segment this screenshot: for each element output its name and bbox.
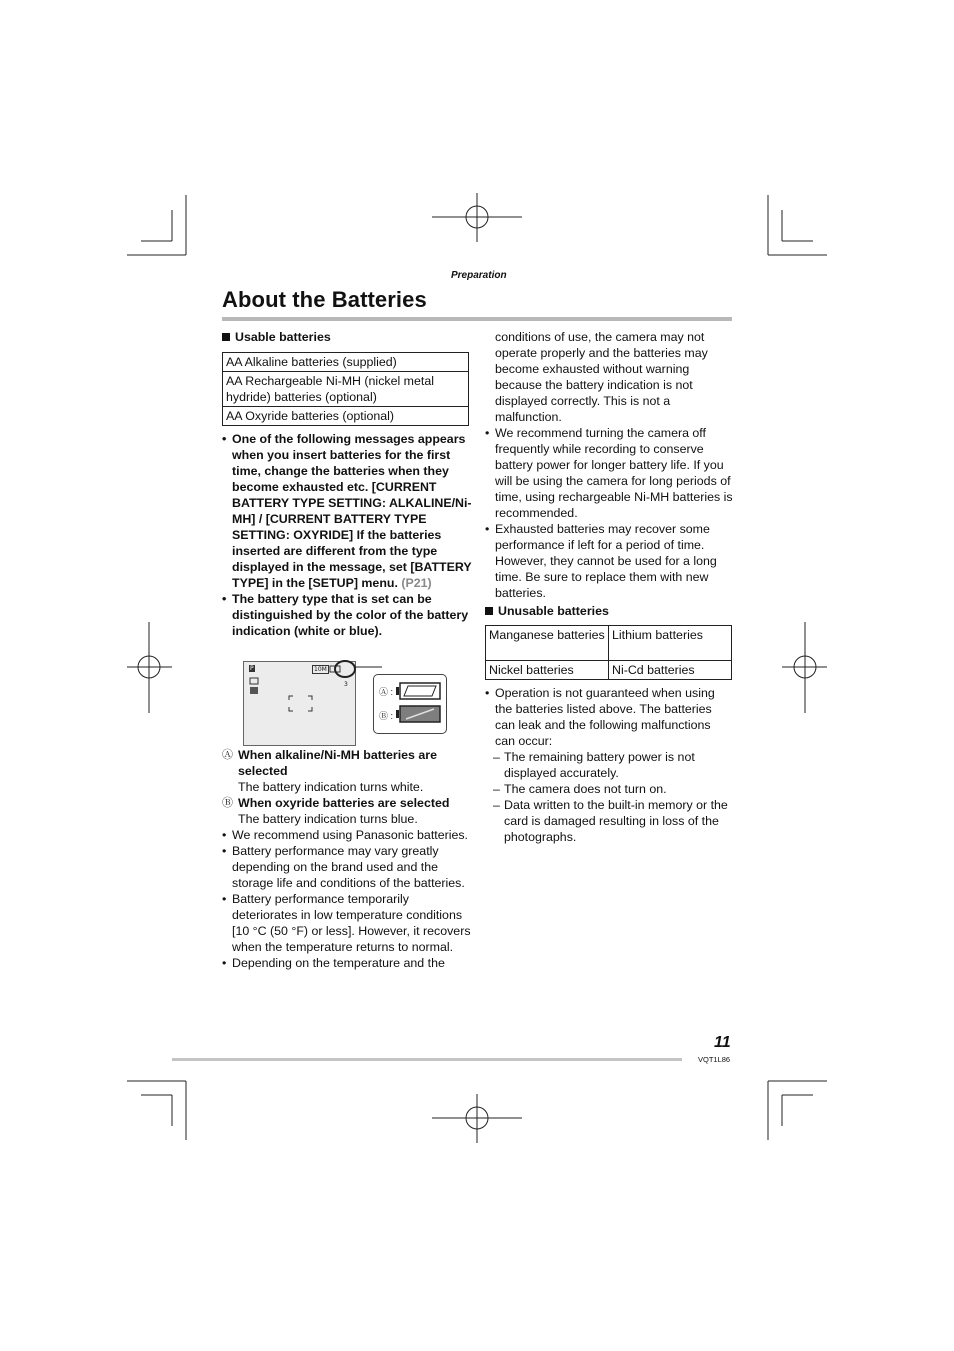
page-number: 11: [714, 1034, 731, 1051]
title-rule: [222, 317, 732, 321]
label-b: Ⓑ :: [379, 711, 394, 721]
right-column: [485, 329, 733, 845]
list-item: • The battery type that is set can be distinguished by the color of the battery indication (white or blue).: [222, 591, 472, 639]
indication-b-title: Ⓑ When oxyride batteries are selected: [222, 796, 450, 810]
issue-item: – Data written to the built-in memory or the card is damaged resulting in loss of the photographs.: [485, 797, 733, 845]
shot-count: 3: [344, 681, 348, 688]
issue-item: – The camera does not turn on.: [485, 781, 733, 797]
table-cell: AA Rechargeable Ni-MH (nickel metal hydride) batteries (optional): [223, 372, 469, 407]
resolution-indicator: 10M: [314, 666, 327, 673]
battery-indication-callout: [373, 674, 447, 734]
table-cell: AA Alkaline batteries (supplied): [223, 353, 469, 372]
table-cell: AA Oxyride batteries (optional): [223, 407, 469, 426]
indication-b-desc: The battery indication turns blue.: [238, 812, 418, 826]
square-bullet-icon: [222, 333, 230, 341]
table-cell: Ni-Cd batteries: [609, 661, 732, 680]
list-item: • We recommend using Panasonic batteries.: [222, 827, 472, 843]
usable-table: [222, 352, 469, 426]
document-code: VQT1L86: [698, 1055, 731, 1064]
square-bullet-icon: [485, 607, 493, 615]
table-row: [486, 626, 732, 661]
label-a: Ⓐ :: [379, 687, 394, 697]
table-row: [223, 372, 469, 407]
left-column: [222, 329, 472, 639]
mode-icon: P: [250, 665, 254, 672]
list-item: • Exhausted batteries may recover some performance if left for a period of time. However, they cannot be used for a long time. Be sure to replace them with new batteries.: [485, 521, 733, 601]
page-reference-link[interactable]: (P21): [401, 576, 432, 590]
list-item: • Depending on the temperature and the: [222, 955, 472, 971]
footer-rule: [172, 1058, 682, 1061]
list-item: • One of the following messages appears when you insert batteries for the first time, change the batteries when they become exhausted etc. [CURRENT BATTERY TYPE SETTING: ALKALINE/Ni-MH] / [CURRENT BATTERY TYPE SETTING: OXYRIDE] If the batteries inserted are different from the type displayed in the message, set [BATTERY TYPE] in the [SETUP] menu. (P21): [222, 431, 472, 591]
page-title: About the Batteries: [222, 287, 427, 312]
indication-a-title: Ⓐ When alkaline/Ni-MH batteries are selected: [222, 748, 437, 778]
battery-white-icon: [396, 682, 442, 700]
battery-blue-icon: [396, 705, 442, 723]
left-column-lower: [222, 747, 472, 971]
table-row: [223, 353, 469, 372]
table-cell: Manganese batteries: [486, 626, 609, 661]
usable-heading: Usable batteries: [222, 329, 472, 345]
section-label: Preparation: [451, 270, 507, 281]
unusable-table: [485, 625, 732, 680]
table-row: [223, 407, 469, 426]
table-row: [486, 661, 732, 680]
list-item: • Battery performance may vary greatly depending on the brand used and the storage life and conditions of the batteries.: [222, 843, 472, 891]
issue-item: – The remaining battery power is not displayed accurately.: [485, 749, 733, 781]
list-item: • Battery performance temporarily deteriorates in low temperature conditions [10 °C (50 °F) or less]. However, it recovers when the temperature returns to normal.: [222, 891, 472, 955]
indication-a-desc: The battery indication turns white.: [238, 780, 424, 794]
table-cell: Lithium batteries: [609, 626, 732, 661]
unusable-heading: Unusable batteries: [485, 603, 733, 619]
continued-text: conditions of use, the camera may not operate properly and the batteries may become exhausted without warning because the battery indication is not displayed correctly. This is not a malfunction.: [495, 330, 708, 424]
list-item: • We recommend turning the camera off frequently while recording to conserve battery power for longer battery life. If you will be using the camera for long periods of time, using rechargeable Ni-MH batteries is recommended.: [485, 425, 733, 521]
table-cell: Nickel batteries: [486, 661, 609, 680]
list-item: • Operation is not guaranteed when using the batteries listed above. The batteries can leak and the following malfunctions can occur:: [485, 685, 733, 749]
